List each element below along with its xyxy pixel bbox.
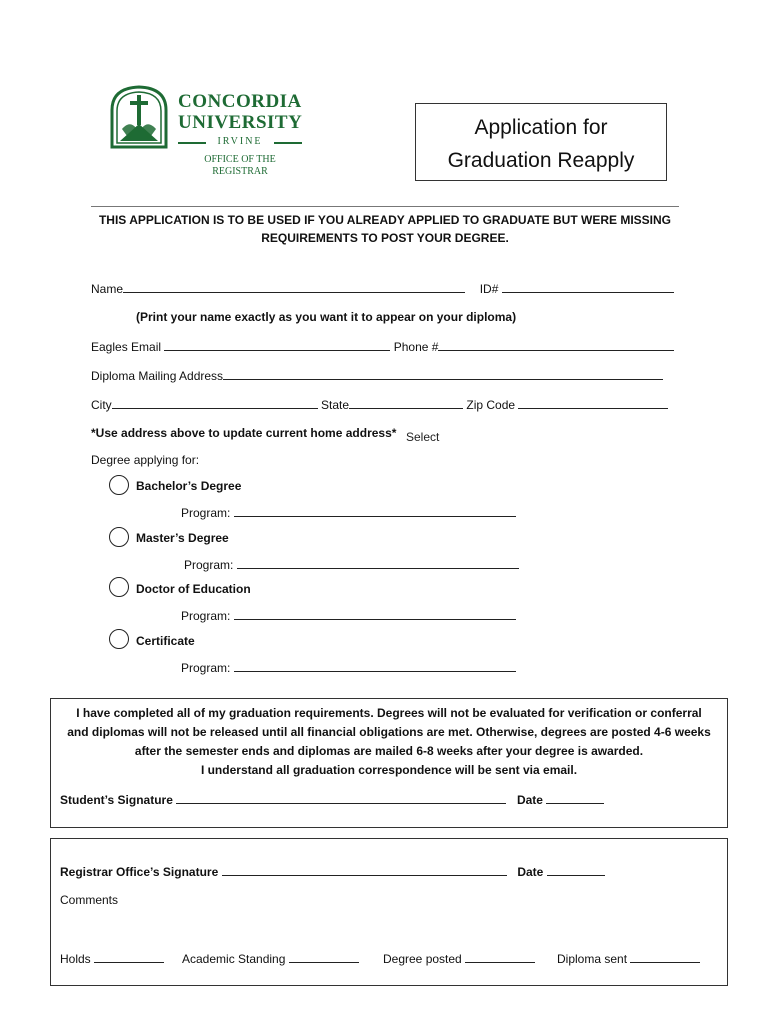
program-label: Program: (181, 506, 231, 520)
student-date-field[interactable] (546, 791, 604, 804)
masters-radio[interactable] (109, 527, 129, 547)
state-field[interactable] (349, 396, 463, 409)
mailing-row (91, 367, 663, 384)
holds-label: Holds (60, 952, 91, 966)
completion-statement (51, 704, 727, 780)
student-date-label: Date (516, 793, 543, 807)
bachelors-radio[interactable] (109, 475, 129, 495)
posted-label: Degree posted (383, 952, 462, 966)
doctorate-program-row (181, 607, 516, 624)
registrar-signature-field[interactable] (222, 863, 507, 876)
certificate-program-row (181, 659, 516, 676)
mailing-address-field[interactable] (223, 367, 663, 380)
completion-line-1: I have completed all of my graduation requirements. Degrees will not be evaluated for verification or conferral (76, 706, 702, 720)
program-label: Program: (181, 661, 231, 675)
student-signature-label: Student’s Signature (60, 793, 173, 807)
certificate-radio[interactable] (109, 629, 129, 649)
logo-line-irvine: IRVINE (217, 136, 263, 147)
university-logo (108, 84, 308, 180)
logo-line-university: UNIVERSITY (178, 112, 303, 133)
masters-program-field[interactable] (237, 556, 519, 569)
registrar-signature-label: Registrar Office’s Signature (60, 865, 219, 879)
comments-label: Comments (60, 893, 119, 907)
doctorate-label: Doctor of Education (136, 582, 251, 596)
title-line-2: Graduation Reapply (447, 149, 635, 172)
logo-office: OFFICE OF THE REGISTRAR (204, 154, 276, 177)
diploma-label: Diploma sent (557, 952, 628, 966)
registrar-signature-row (60, 863, 605, 880)
zip-label: Zip Code (466, 398, 516, 412)
name-row (91, 280, 674, 297)
address-select[interactable]: Select (406, 430, 440, 444)
holds-field[interactable] (94, 950, 164, 963)
phone-label: Phone # (393, 340, 439, 354)
address-note: *Use address above to update current home address* (91, 426, 397, 440)
name-field[interactable] (123, 280, 465, 293)
email-label: Eagles Email (91, 340, 162, 354)
city-label: City (91, 398, 112, 412)
degree-label: Degree applying for: (91, 453, 200, 467)
bachelors-label: Bachelor’s Degree (136, 479, 242, 493)
holds-row (60, 950, 164, 967)
title-box (415, 103, 667, 181)
standing-label: Academic Standing (182, 952, 286, 966)
bachelors-program-field[interactable] (234, 504, 516, 517)
bachelors-program-row (181, 504, 516, 521)
city-row (91, 396, 668, 413)
masters-label: Master’s Degree (136, 531, 229, 545)
city-field[interactable] (112, 396, 318, 409)
diploma-field[interactable] (630, 950, 700, 963)
registrar-box (50, 838, 728, 986)
posted-row (383, 950, 535, 967)
registrar-date-label: Date (517, 865, 544, 879)
id-label: ID# (479, 282, 499, 296)
registrar-date-field[interactable] (547, 863, 605, 876)
title-line-1: Application for (474, 116, 608, 139)
masters-program-row (184, 556, 519, 573)
doctorate-radio[interactable] (109, 577, 129, 597)
notice-text: THIS APPLICATION IS TO BE USED IF YOU ALREADY APPLIED TO GRADUATE BUT WERE MISSING REQUIREMENTS TO POST YOUR DEGREE. (98, 213, 672, 245)
university-seal-icon (108, 84, 170, 150)
certificate-program-field[interactable] (234, 659, 516, 672)
completion-line-4: I understand all graduation correspondence will be sent via email. (200, 763, 578, 777)
program-label: Program: (184, 558, 234, 572)
completion-box (50, 698, 728, 828)
completion-line-3: after the semester ends and diplomas are mailed 6-8 weeks after your degree is awarded. (134, 744, 644, 758)
name-label: Name (91, 282, 124, 296)
header-divider (91, 206, 679, 207)
diploma-row (557, 950, 700, 967)
logo-line-concordia: CONCORDIA (178, 91, 302, 112)
state-label: State (321, 398, 350, 412)
posted-field[interactable] (465, 950, 535, 963)
student-signature-field[interactable] (176, 791, 506, 804)
certificate-label: Certificate (136, 634, 195, 648)
standing-row (182, 950, 359, 967)
print-note: (Print your name exactly as you want it to appear on your diploma) (136, 310, 517, 324)
doctorate-program-field[interactable] (234, 607, 516, 620)
standing-field[interactable] (289, 950, 359, 963)
id-field[interactable] (502, 280, 674, 293)
logo-irvine-row (178, 136, 302, 148)
student-signature-row (60, 791, 604, 808)
phone-field[interactable] (438, 338, 674, 351)
completion-line-2: and diplomas will not be released until all financial obligations are met. Otherwise, degrees are posted 4-6 weeks (67, 725, 711, 739)
program-label: Program: (181, 609, 231, 623)
mailing-label: Diploma Mailing Address (91, 369, 224, 383)
zip-field[interactable] (518, 396, 668, 409)
email-row (91, 338, 674, 355)
email-field[interactable] (164, 338, 390, 351)
